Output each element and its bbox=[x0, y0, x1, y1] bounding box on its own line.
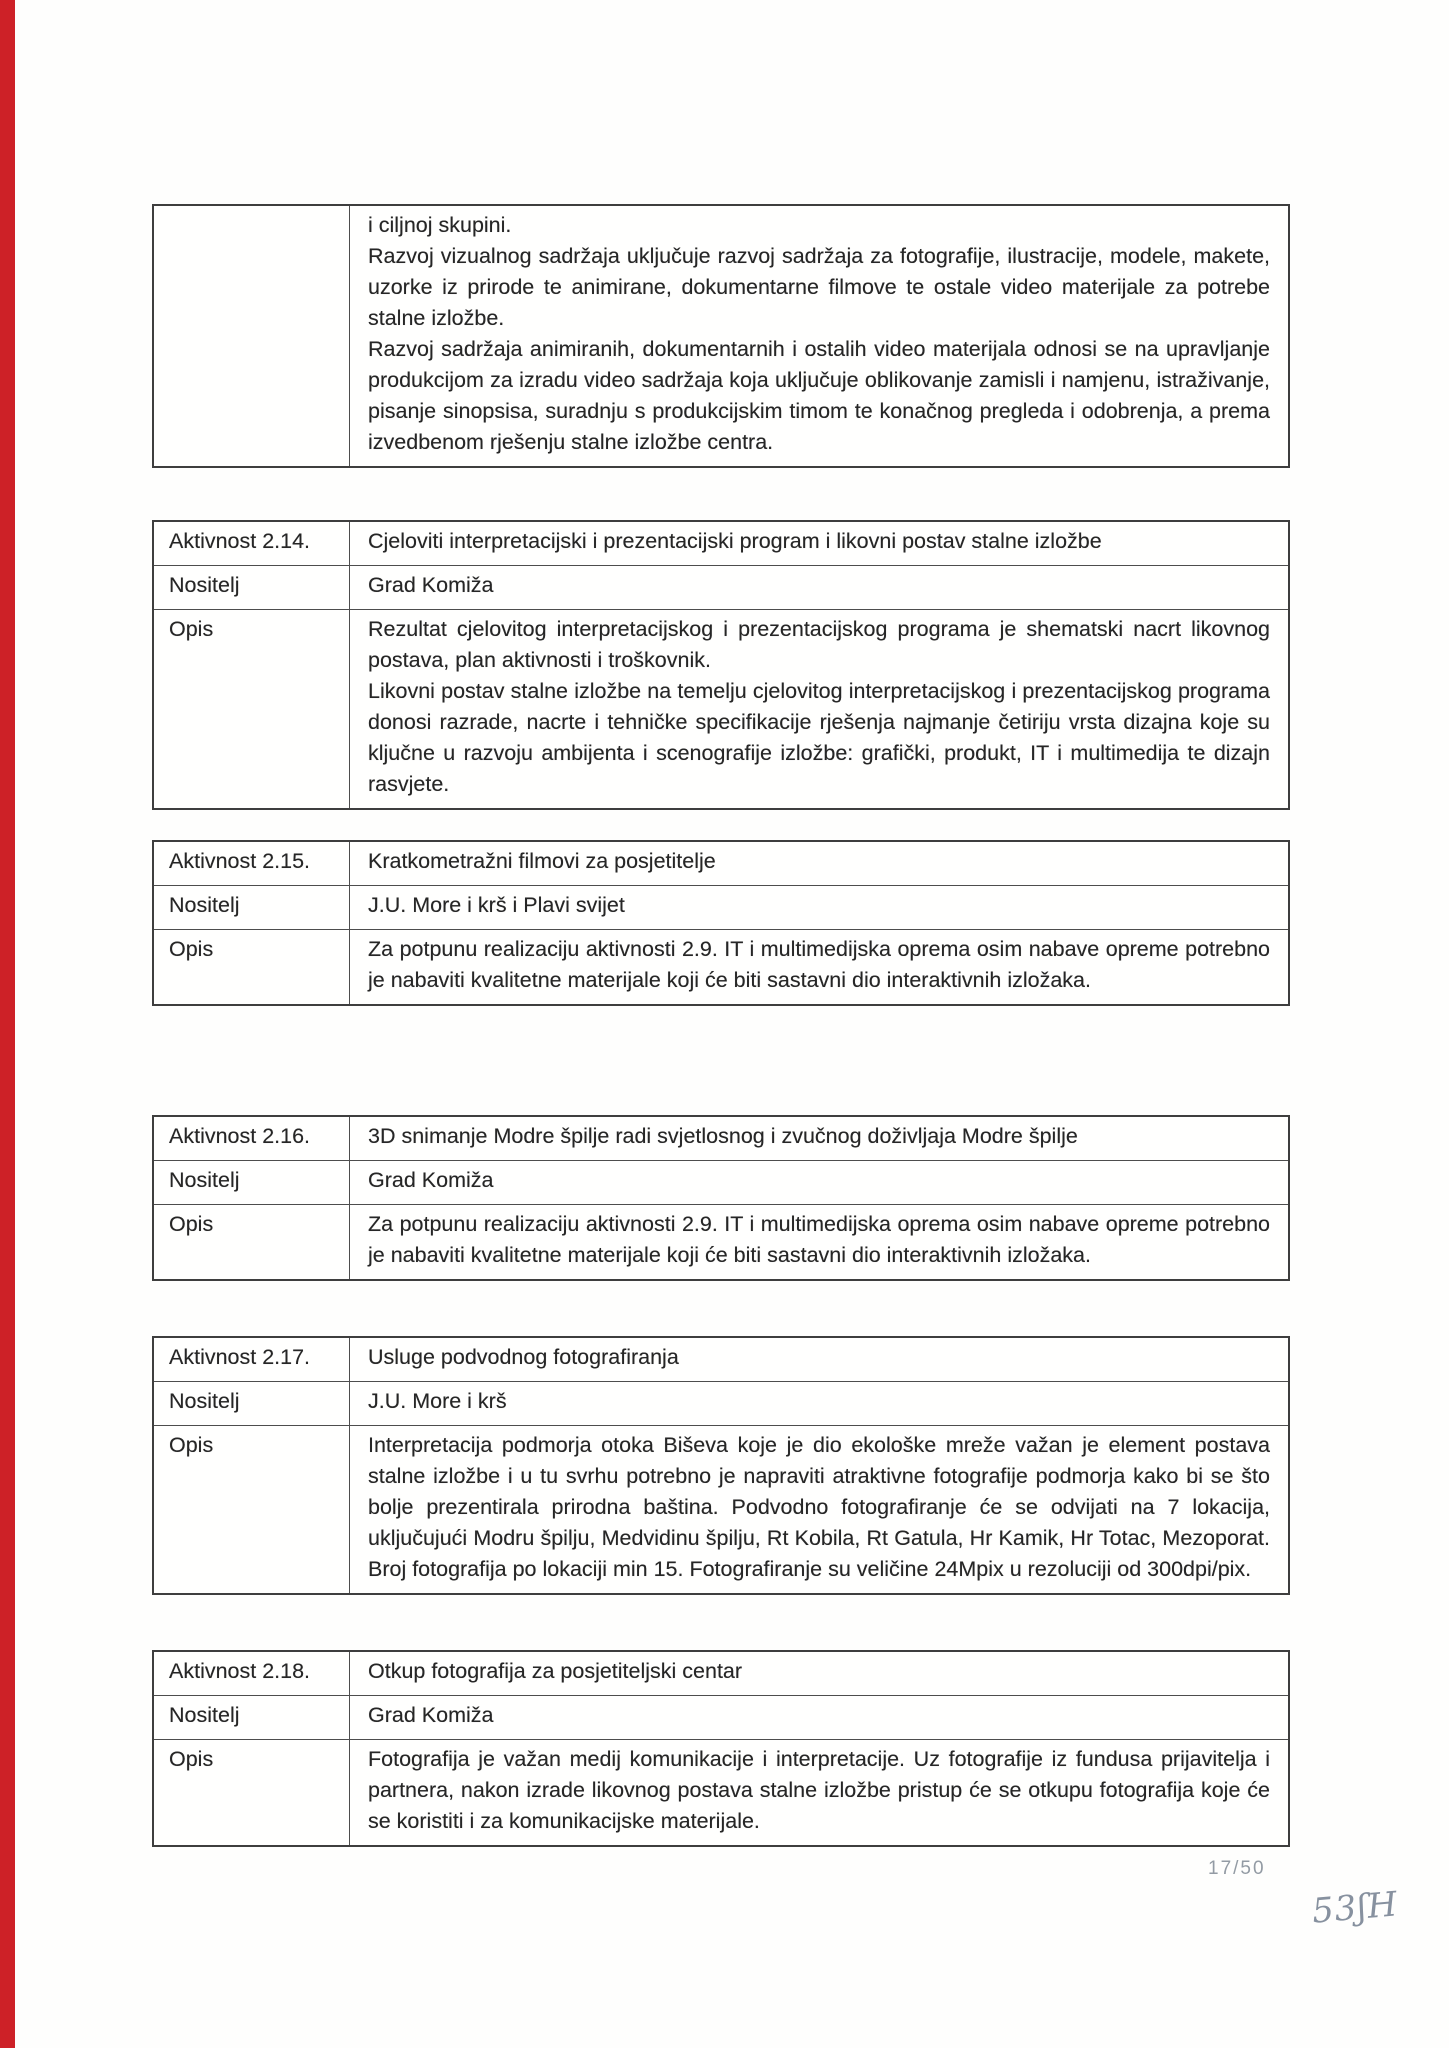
activity-title-cell: Otkup fotografija za posjetiteljski centar bbox=[350, 1652, 1288, 1696]
nositelj-value-cell: Grad Komiža bbox=[350, 566, 1288, 610]
continuation-paragraph: Razvoj vizualnog sadržaja uključuje razvoj sadržaja za fotografije, ilustracije, modele, makete, uzorke iz prirode te animirane, dokumentarne filmove te ostale video materijale za potrebe stalne izložbe. bbox=[368, 244, 1270, 330]
nositelj-label-cell: Nositelj bbox=[154, 1161, 350, 1205]
nositelj-value-cell: Grad Komiža bbox=[350, 1161, 1288, 1205]
activity-number-cell: Aktivnost 2.18. bbox=[154, 1652, 350, 1696]
opis-label-cell: Opis bbox=[154, 1426, 350, 1593]
activity-number-cell: Aktivnost 2.14. bbox=[154, 522, 350, 566]
continuation-paragraph: i ciljnoj skupini. bbox=[368, 213, 512, 237]
opis-paragraph: Interpretacija podmorja otoka Biševa koje je dio ekološke mreže važan je element postava stalne izložbe i u tu svrhu potrebno je napraviti atraktivne fotografije podmorja kako bi se što bolje prezentirala prirodna baština. Podvodno fotografiranje će se odvijati na 7 lokacija, uključujući Modru špilju, Medvidinu špilju, Rt Kobila, Rt Gatula, Hr Kamik, Hr Totac, Mezoporat. Broj fotografija po lokaciji min 15. Fotografiranje su veličine 24Mpix u rezoluciji od 300dpi/pix. bbox=[368, 1433, 1270, 1581]
activity-title-cell: Kratkometražni filmovi za posjetitelje bbox=[350, 842, 1288, 886]
handwritten-note: 53ʃH bbox=[1310, 1884, 1400, 1932]
nositelj-label-cell: Nositelj bbox=[154, 886, 350, 930]
opis-paragraph: Za potpunu realizaciju aktivnosti 2.9. IT i multimedijska oprema osim nabave opreme potrebno je nabaviti kvalitetne materijale koji će biti sastavni dio interaktivnih izložaka. bbox=[368, 1212, 1270, 1267]
opis-value-cell bbox=[350, 1205, 1288, 1279]
activity-title-cell: Usluge podvodnog fotografiranja bbox=[350, 1338, 1288, 1382]
nositelj-value-cell: J.U. More i krš i Plavi svijet bbox=[350, 886, 1288, 930]
opis-label-cell: Opis bbox=[154, 1740, 350, 1845]
opis-value-cell bbox=[350, 1740, 1288, 1845]
opis-paragraph: Fotografija je važan medij komunikacije i interpretacije. Uz fotografije iz fundusa prijavitelja i partnera, nakon izrade likovnog postava stalne izložbe pristup će se otkupu fotografija koje će se koristiti i za komunikacijske materijale. bbox=[368, 1747, 1270, 1833]
nositelj-label-cell: Nositelj bbox=[154, 1382, 350, 1426]
opis-label-cell: Opis bbox=[154, 930, 350, 1004]
nositelj-value-cell: J.U. More i krš bbox=[350, 1382, 1288, 1426]
continuation-empty-label-cell bbox=[154, 206, 350, 466]
activity-title-cell: Cjeloviti interpretacijski i prezentacijski program i likovni postav stalne izložbe bbox=[350, 522, 1288, 566]
activity-table-2-18 bbox=[152, 1650, 1290, 1847]
opis-value-cell bbox=[350, 610, 1288, 808]
continuation-table bbox=[152, 204, 1290, 468]
opis-label-cell: Opis bbox=[154, 1205, 350, 1279]
opis-paragraph: Za potpunu realizaciju aktivnosti 2.9. IT i multimedijska oprema osim nabave opreme potrebno je nabaviti kvalitetne materijale koji će biti sastavni dio interaktivnih izložaka. bbox=[368, 937, 1270, 992]
opis-paragraph: Likovni postav stalne izložbe na temelju cjelovitog interpretacijskog i prezentacijskog programa donosi razrade, nacrte i tehničke specifikacije rješenja najmanje četiriju vrsta dizajna koje su ključne u razvoju ambijenta i scenografije izložbe: grafički, produkt, IT i multimedija te dizajn rasvjete. bbox=[368, 679, 1270, 796]
opis-label-cell: Opis bbox=[154, 610, 350, 808]
page-edge-stripe bbox=[0, 0, 15, 2048]
activity-table-2-17 bbox=[152, 1336, 1290, 1595]
opis-value-cell bbox=[350, 930, 1288, 1004]
opis-value-cell bbox=[350, 1426, 1288, 1593]
nositelj-label-cell: Nositelj bbox=[154, 566, 350, 610]
activity-title-cell: 3D snimanje Modre špilje radi svjetlosnog i zvučnog doživljaja Modre špilje bbox=[350, 1117, 1288, 1161]
continuation-paragraph: Razvoj sadržaja animiranih, dokumentarnih i ostalih video materijala odnosi se na upravljanje produkcijom za izradu video sadržaja koja uključuje oblikovanje zamisli i namjenu, istraživanje, pisanje sinopsisa, suradnju s produkcijskim timom te konačnog pregleda i odobrenja, a prema izvedbenom rješenju stalne izložbe centra. bbox=[368, 337, 1270, 454]
page-number: 17/50 bbox=[1208, 1858, 1266, 1879]
activity-number-cell: Aktivnost 2.16. bbox=[154, 1117, 350, 1161]
continuation-description-cell bbox=[350, 206, 1288, 466]
activity-table-2-16 bbox=[152, 1115, 1290, 1281]
activity-table-2-14 bbox=[152, 520, 1290, 810]
activity-number-cell: Aktivnost 2.17. bbox=[154, 1338, 350, 1382]
opis-paragraph: Rezultat cjelovitog interpretacijskog i prezentacijskog programa je shematski nacrt likovnog postava, plan aktivnosti i troškovnik. bbox=[368, 617, 1270, 672]
activity-table-2-15 bbox=[152, 840, 1290, 1006]
nositelj-value-cell: Grad Komiža bbox=[350, 1696, 1288, 1740]
activity-number-cell: Aktivnost 2.15. bbox=[154, 842, 350, 886]
nositelj-label-cell: Nositelj bbox=[154, 1696, 350, 1740]
